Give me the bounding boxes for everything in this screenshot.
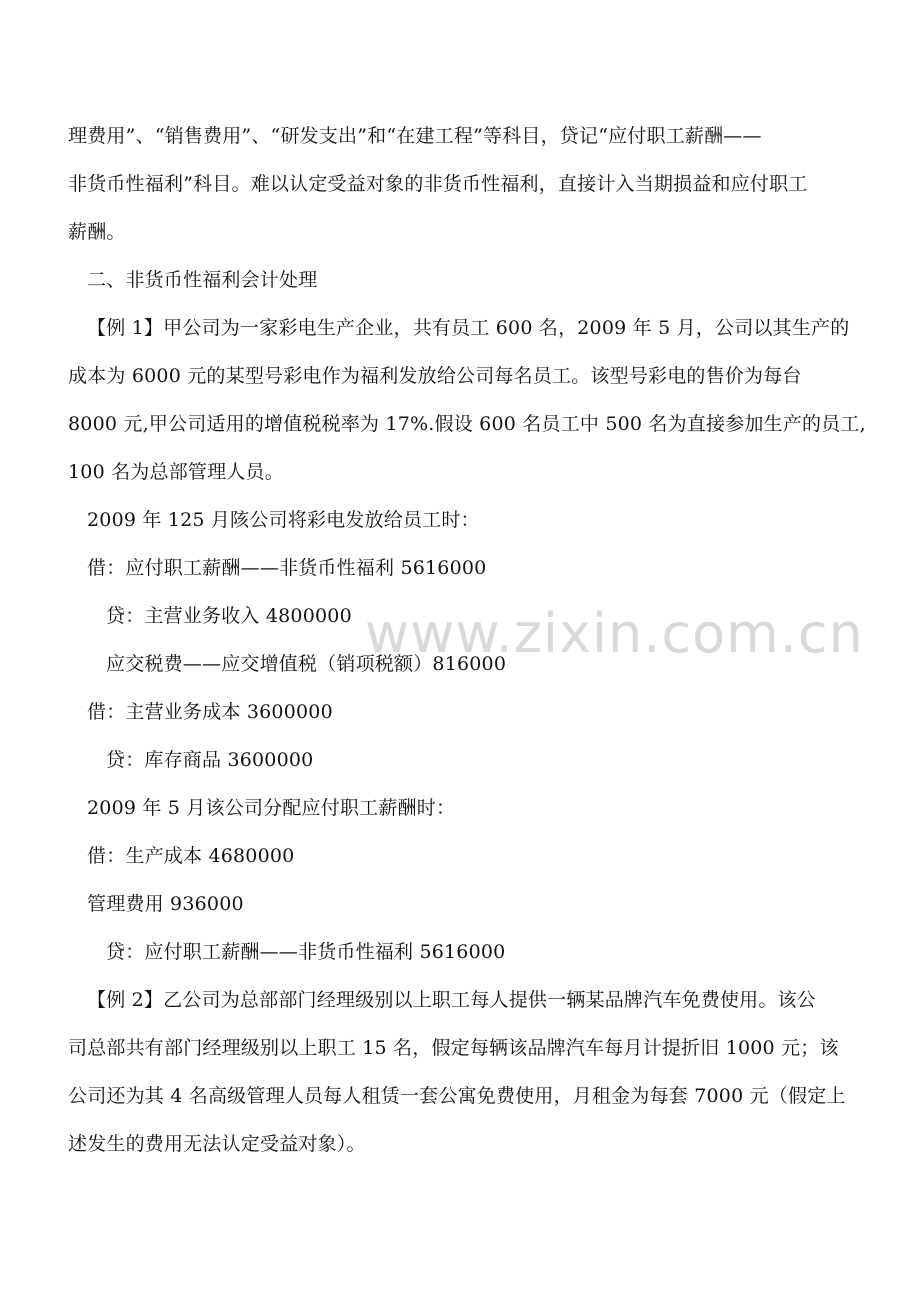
journal-debit-1: 借：应付职工薪酬——非货币性福利 5616000 [87,557,487,579]
entry-heading-2: 2009 年 5 月该公司分配应付职工薪酬时： [87,797,456,819]
example-1-line-1: 【例 1】甲公司为一家彩电生产企业，共有员工 600 名，2009 年 5 月，公司以其生产的 [87,317,850,339]
journal-debit-3: 借：生产成本 4680000 [87,845,295,867]
section-heading: 二、非货币性福利会计处理 [87,269,318,291]
paragraph-line-3: 薪酬。 [68,221,126,243]
journal-credit-1: 贷：主营业务收入 4800000 [106,605,352,627]
journal-debit-2: 借：主营业务成本 3600000 [87,701,333,723]
journal-credit-2: 应交税费——应交增值税（销项税额）816000 [106,653,507,675]
watermark: www.zixin.com.cn [365,602,864,665]
example-2-line-2: 司总部共有部门经理级别以上职工 15 名，假定每辆该品牌汽车每月计提折旧 1000 元；该 [68,1037,839,1059]
example-2-line-4: 述发生的费用无法认定受益对象）。 [68,1133,366,1155]
paragraph-line-2: 非货币性福利”科目。难以认定受益对象的非货币性福利，直接计入当期损益和应付职工 [68,173,808,195]
example-2-line-1: 【例 2】乙公司为总部部门经理级别以上职工每人提供一辆某品牌汽车免费使用。该公 [87,989,816,1011]
journal-credit-3: 贷：库存商品 3600000 [106,749,314,771]
example-1-line-4: 100 名为总部管理人员。 [68,461,284,483]
entry-heading-1: 2009 年 125 月陔公司将彩电发放给员工时： [87,509,480,531]
example-1-line-3: 8000 元,甲公司适用的增值税税率为 17%.假设 600 名员工中 500 名为直接参加生产的员工, [68,413,866,435]
journal-credit-4: 贷：应付职工薪酬——非货币性福利 5616000 [106,941,506,963]
journal-debit-4: 管理费用 936000 [87,893,244,915]
paragraph-line-1: 理费用”、“销售费用”、“研发支出”和“在建工程”等科目，贷记“应付职工薪酬—— [68,125,762,147]
example-1-line-2: 成本为 6000 元的某型号彩电作为福利发放给公司每名员工。该型号彩电的售价为每台 [68,365,802,387]
example-2-line-3: 公司还为其 4 名高级管理人员每人租赁一套公寓免费使用，月租金为每套 7000 元（假定上 [68,1085,846,1107]
